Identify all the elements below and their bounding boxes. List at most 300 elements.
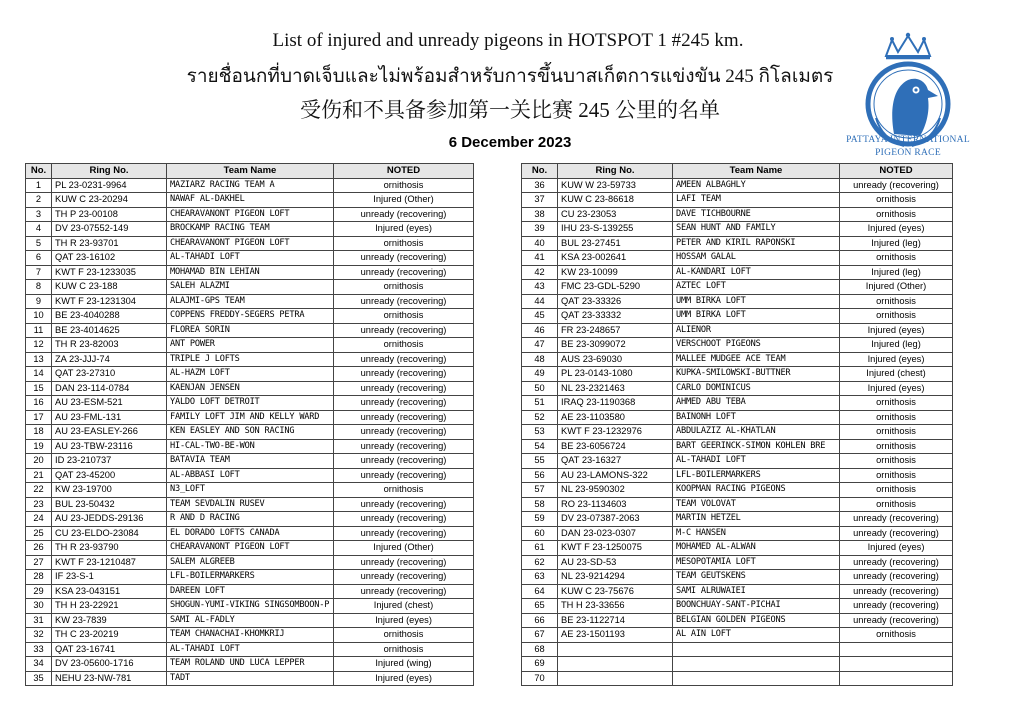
noted-status: Injured (Other) bbox=[840, 280, 953, 295]
table-row bbox=[26, 541, 474, 556]
ring-number: DAN 23-023-0307 bbox=[558, 526, 673, 541]
team-name: AL-TAHADI LOFT bbox=[167, 251, 334, 266]
ring-number: DV 23-07552-149 bbox=[52, 222, 167, 237]
table-row bbox=[26, 613, 474, 628]
table-row bbox=[522, 193, 953, 208]
team-name: N3_LOFT bbox=[167, 483, 334, 498]
noted-status: unready (recovering) bbox=[334, 352, 474, 367]
row-number: 35 bbox=[26, 671, 52, 686]
noted-status: ornithosis bbox=[840, 410, 953, 425]
row-number: 34 bbox=[26, 657, 52, 672]
ring-number: PL 23-0231-9964 bbox=[52, 178, 167, 193]
table-row bbox=[522, 352, 953, 367]
table-row bbox=[26, 425, 474, 440]
noted-status: ornithosis bbox=[840, 454, 953, 469]
table-row bbox=[26, 396, 474, 411]
row-number: 23 bbox=[26, 497, 52, 512]
noted-status: Injured (eyes) bbox=[840, 381, 953, 396]
ring-number: QAT 23-16741 bbox=[52, 642, 167, 657]
table-row bbox=[522, 222, 953, 237]
noted-status: unready (recovering) bbox=[334, 497, 474, 512]
team-name: DAREEN LOFT bbox=[167, 584, 334, 599]
table-row bbox=[522, 642, 953, 657]
row-number: 8 bbox=[26, 280, 52, 295]
noted-status: unready (recovering) bbox=[334, 367, 474, 382]
noted-status: ornithosis bbox=[334, 236, 474, 251]
table-row bbox=[522, 555, 953, 570]
table-row bbox=[26, 381, 474, 396]
row-number: 10 bbox=[26, 309, 52, 324]
table-row bbox=[26, 468, 474, 483]
noted-status: unready (recovering) bbox=[840, 526, 953, 541]
team-name: ANT POWER bbox=[167, 338, 334, 353]
noted-status: ornithosis bbox=[334, 280, 474, 295]
row-number: 6 bbox=[26, 251, 52, 266]
table-row bbox=[522, 410, 953, 425]
row-number: 53 bbox=[522, 425, 558, 440]
team-name: LFL-BOILERMARKERS bbox=[167, 570, 334, 585]
noted-status bbox=[840, 657, 953, 672]
team-name: UMM BIRKA LOFT bbox=[673, 309, 840, 324]
noted-status: unready (recovering) bbox=[334, 265, 474, 280]
row-number: 2 bbox=[26, 193, 52, 208]
row-number: 37 bbox=[522, 193, 558, 208]
table-row bbox=[26, 280, 474, 295]
ring-number: KW 23-7839 bbox=[52, 613, 167, 628]
table-row bbox=[26, 628, 474, 643]
team-name: MALLEE MUDGEE ACE TEAM bbox=[673, 352, 840, 367]
ring-number: AU 23-FML-131 bbox=[52, 410, 167, 425]
table-row bbox=[26, 178, 474, 193]
row-number: 69 bbox=[522, 657, 558, 672]
ring-number: QAT 23-16102 bbox=[52, 251, 167, 266]
row-number: 18 bbox=[26, 425, 52, 440]
team-name: SALEH ALAZMI bbox=[167, 280, 334, 295]
noted-status: unready (recovering) bbox=[334, 570, 474, 585]
row-number: 42 bbox=[522, 265, 558, 280]
team-name: R AND D RACING bbox=[167, 512, 334, 527]
table-row bbox=[522, 454, 953, 469]
team-name bbox=[673, 671, 840, 686]
table-row bbox=[522, 526, 953, 541]
table-row bbox=[26, 526, 474, 541]
table-row bbox=[26, 555, 474, 570]
table-row bbox=[26, 367, 474, 382]
ring-number: BUL 23-50432 bbox=[52, 497, 167, 512]
ring-number: AU 23-ESM-521 bbox=[52, 396, 167, 411]
column-header-ring: Ring No. bbox=[52, 164, 167, 179]
table-row bbox=[26, 236, 474, 251]
table-row bbox=[522, 367, 953, 382]
team-name: DAVE TICHBOURNE bbox=[673, 207, 840, 222]
noted-status: unready (recovering) bbox=[840, 555, 953, 570]
team-name: KOOPMAN RACING PIGEONS bbox=[673, 483, 840, 498]
team-name: BAINONH LOFT bbox=[673, 410, 840, 425]
noted-status: Injured (eyes) bbox=[334, 671, 474, 686]
noted-status: Injured (leg) bbox=[840, 338, 953, 353]
table-row bbox=[26, 512, 474, 527]
ring-number: BUL 23-27451 bbox=[558, 236, 673, 251]
table-row bbox=[522, 381, 953, 396]
team-name: CHEARAVANONT PIGEON LOFT bbox=[167, 207, 334, 222]
column-header-noted: NOTED bbox=[334, 164, 474, 179]
column-header-no: No. bbox=[522, 164, 558, 179]
team-name: SHOGUN-YUMI-VIKING SINGSOMBOON-P bbox=[167, 599, 334, 614]
table-row bbox=[26, 207, 474, 222]
noted-status: unready (recovering) bbox=[334, 410, 474, 425]
table-header-row bbox=[26, 164, 474, 179]
table-row bbox=[26, 265, 474, 280]
team-name: FAMILY LOFT JIM AND KELLY WARD bbox=[167, 410, 334, 425]
row-number: 46 bbox=[522, 323, 558, 338]
ring-number: NL 23-2321463 bbox=[558, 381, 673, 396]
ring-number: BE 23-6056724 bbox=[558, 439, 673, 454]
noted-status: unready (recovering) bbox=[334, 425, 474, 440]
table-row bbox=[522, 338, 953, 353]
team-name: AMEEN ALBAGHLY bbox=[673, 178, 840, 193]
ring-number: TH H 23-33656 bbox=[558, 599, 673, 614]
table-row bbox=[522, 613, 953, 628]
table-row bbox=[522, 207, 953, 222]
noted-status: unready (recovering) bbox=[334, 323, 474, 338]
row-number: 63 bbox=[522, 570, 558, 585]
ring-number: KUW W 23-59733 bbox=[558, 178, 673, 193]
team-name: FLOREA SORIN bbox=[167, 323, 334, 338]
table-row bbox=[522, 236, 953, 251]
noted-status: ornithosis bbox=[840, 439, 953, 454]
noted-status: ornithosis bbox=[334, 628, 474, 643]
ring-number: TH P 23-00108 bbox=[52, 207, 167, 222]
row-number: 22 bbox=[26, 483, 52, 498]
table-row bbox=[26, 584, 474, 599]
noted-status: Injured (eyes) bbox=[334, 613, 474, 628]
row-number: 19 bbox=[26, 439, 52, 454]
column-header-ring: Ring No. bbox=[558, 164, 673, 179]
team-name: AL AIN LOFT bbox=[673, 628, 840, 643]
ring-number: KUW C 23-188 bbox=[52, 280, 167, 295]
row-number: 44 bbox=[522, 294, 558, 309]
noted-status: Injured (eyes) bbox=[840, 541, 953, 556]
row-number: 58 bbox=[522, 497, 558, 512]
row-number: 64 bbox=[522, 584, 558, 599]
team-name: TEAM ROLAND UND LUCA LEPPER bbox=[167, 657, 334, 672]
ring-number: IHU 23-S-139255 bbox=[558, 222, 673, 237]
ring-number: TH R 23-82003 bbox=[52, 338, 167, 353]
ring-number: KUW C 23-20294 bbox=[52, 193, 167, 208]
row-number: 38 bbox=[522, 207, 558, 222]
row-number: 16 bbox=[26, 396, 52, 411]
table-row bbox=[522, 599, 953, 614]
row-number: 50 bbox=[522, 381, 558, 396]
team-name: SAMI ALRUWAIEI bbox=[673, 584, 840, 599]
team-name: MARTIN HETZEL bbox=[673, 512, 840, 527]
team-name: COPPENS FREDDY-SEGERS PETRA bbox=[167, 309, 334, 324]
row-number: 52 bbox=[522, 410, 558, 425]
noted-status: ornithosis bbox=[840, 207, 953, 222]
ring-number: FMC 23-GDL-5290 bbox=[558, 280, 673, 295]
noted-status: Injured (eyes) bbox=[334, 222, 474, 237]
team-name: EL DORADO LOFTS CANADA bbox=[167, 526, 334, 541]
table-row bbox=[522, 280, 953, 295]
noted-status: unready (recovering) bbox=[840, 599, 953, 614]
noted-status: ornithosis bbox=[334, 338, 474, 353]
noted-status: Injured (leg) bbox=[840, 265, 953, 280]
table-row bbox=[522, 425, 953, 440]
table-row bbox=[26, 323, 474, 338]
row-number: 20 bbox=[26, 454, 52, 469]
row-number: 62 bbox=[522, 555, 558, 570]
ring-number: KWT F 23-1210487 bbox=[52, 555, 167, 570]
ring-number bbox=[558, 671, 673, 686]
ring-number: CU 23-23053 bbox=[558, 207, 673, 222]
team-name: UMM BIRKA LOFT bbox=[673, 294, 840, 309]
ring-number: KW 23-10099 bbox=[558, 265, 673, 280]
table-row bbox=[26, 222, 474, 237]
team-name: TRIPLE J LOFTS bbox=[167, 352, 334, 367]
team-name: SALEM ALGREEB bbox=[167, 555, 334, 570]
team-name: LFL-BOILERMARKERS bbox=[673, 468, 840, 483]
row-number: 36 bbox=[522, 178, 558, 193]
ring-number: KSA 23-043151 bbox=[52, 584, 167, 599]
row-number: 65 bbox=[522, 599, 558, 614]
team-name: AHMED ABU TEBA bbox=[673, 396, 840, 411]
team-name: M-C HANSEN bbox=[673, 526, 840, 541]
noted-status: unready (recovering) bbox=[334, 381, 474, 396]
pigeon-table-left bbox=[25, 163, 474, 686]
ring-number: QAT 23-45200 bbox=[52, 468, 167, 483]
team-name: VERSCHOOT PIGEONS bbox=[673, 338, 840, 353]
row-number: 21 bbox=[26, 468, 52, 483]
team-name: SAMI AL-FADLY bbox=[167, 613, 334, 628]
ring-number: BE 23-4040288 bbox=[52, 309, 167, 324]
ring-number: KUW C 23-75676 bbox=[558, 584, 673, 599]
noted-status: ornithosis bbox=[840, 251, 953, 266]
ring-number bbox=[558, 642, 673, 657]
ring-number: PL 23-0143-1080 bbox=[558, 367, 673, 382]
noted-status: ornithosis bbox=[840, 193, 953, 208]
table-row bbox=[522, 396, 953, 411]
ring-number: IRAQ 23-1190368 bbox=[558, 396, 673, 411]
team-name: AL-KANDARI LOFT bbox=[673, 265, 840, 280]
team-name: HOSSAM GALAL bbox=[673, 251, 840, 266]
ring-number: DV 23-07387-2063 bbox=[558, 512, 673, 527]
row-number: 13 bbox=[26, 352, 52, 367]
row-number: 15 bbox=[26, 381, 52, 396]
table-row bbox=[26, 352, 474, 367]
title-thai: รายชื่อนกที่บาดเจ็บและไม่พร้อมสำหรับการขึ้นบาสเก็ตการแข่งขัน 245 กิโลเมตร bbox=[186, 66, 834, 87]
noted-status: ornithosis bbox=[334, 178, 474, 193]
ring-number: AUS 23-69030 bbox=[558, 352, 673, 367]
table-row bbox=[522, 512, 953, 527]
ring-number: QAT 23-16327 bbox=[558, 454, 673, 469]
row-number: 28 bbox=[26, 570, 52, 585]
table-row bbox=[522, 251, 953, 266]
noted-status: ornithosis bbox=[334, 642, 474, 657]
team-name: ALAJMI-GPS TEAM bbox=[167, 294, 334, 309]
team-name: MAZIARZ RACING TEAM A bbox=[167, 178, 334, 193]
table-row bbox=[522, 671, 953, 686]
team-name: CARLO DOMINICUS bbox=[673, 381, 840, 396]
row-number: 27 bbox=[26, 555, 52, 570]
ring-number: NEHU 23-NW-781 bbox=[52, 671, 167, 686]
ring-number: KUW C 23-86618 bbox=[558, 193, 673, 208]
row-number: 47 bbox=[522, 338, 558, 353]
table-row bbox=[522, 439, 953, 454]
noted-status: ornithosis bbox=[840, 396, 953, 411]
noted-status: unready (recovering) bbox=[840, 512, 953, 527]
row-number: 5 bbox=[26, 236, 52, 251]
team-name: CHEARAVANONT PIGEON LOFT bbox=[167, 236, 334, 251]
table-row bbox=[522, 178, 953, 193]
ring-number: KWT F 23-1250075 bbox=[558, 541, 673, 556]
team-name: PETER AND KIRIL RAPONSKI bbox=[673, 236, 840, 251]
ring-number: TH C 23-20219 bbox=[52, 628, 167, 643]
team-name: BOONCHUAY-SANT-PICHAI bbox=[673, 599, 840, 614]
row-number: 61 bbox=[522, 541, 558, 556]
team-name: NAWAF AL-DAKHEL bbox=[167, 193, 334, 208]
noted-status: unready (recovering) bbox=[334, 251, 474, 266]
noted-status: ornithosis bbox=[840, 309, 953, 324]
team-name: BART GEERINCK-SIMON KOHLEN BRE bbox=[673, 439, 840, 454]
ring-number: AU 23-LAMONS-322 bbox=[558, 468, 673, 483]
ring-number: FR 23-248657 bbox=[558, 323, 673, 338]
noted-status: Injured (eyes) bbox=[840, 352, 953, 367]
ring-number: KSA 23-002641 bbox=[558, 251, 673, 266]
noted-status: unready (recovering) bbox=[334, 584, 474, 599]
team-name: ABDULAZIZ AL-KHATLAN bbox=[673, 425, 840, 440]
ring-number: AU 23-TBW-23116 bbox=[52, 439, 167, 454]
row-number: 17 bbox=[26, 410, 52, 425]
ring-number: KWT F 23-1233035 bbox=[52, 265, 167, 280]
ring-number: IF 23-S-1 bbox=[52, 570, 167, 585]
noted-status: ornithosis bbox=[840, 628, 953, 643]
noted-status: ornithosis bbox=[840, 497, 953, 512]
noted-status: Injured (Other) bbox=[334, 541, 474, 556]
ring-number: KWT F 23-1232976 bbox=[558, 425, 673, 440]
row-number: 12 bbox=[26, 338, 52, 353]
ring-number: RO 23-1134603 bbox=[558, 497, 673, 512]
team-name: MOHAMAD BIN LEHIAN bbox=[167, 265, 334, 280]
row-number: 56 bbox=[522, 468, 558, 483]
noted-status: unready (recovering) bbox=[334, 207, 474, 222]
team-name: KUPKA-SMILOWSKI-BUTTNER bbox=[673, 367, 840, 382]
noted-status: Injured (chest) bbox=[334, 599, 474, 614]
ring-number: TH R 23-93701 bbox=[52, 236, 167, 251]
title-english: List of injured and unready pigeons in HOTSPOT 1 #245 km. bbox=[272, 30, 744, 51]
team-name: AL-ABBASI LOFT bbox=[167, 468, 334, 483]
noted-status: unready (recovering) bbox=[334, 468, 474, 483]
ring-number: TH R 23-93790 bbox=[52, 541, 167, 556]
table-row bbox=[26, 410, 474, 425]
noted-status: Injured (leg) bbox=[840, 236, 953, 251]
table-row bbox=[26, 193, 474, 208]
team-name: LAFI TEAM bbox=[673, 193, 840, 208]
row-number: 9 bbox=[26, 294, 52, 309]
row-number: 3 bbox=[26, 207, 52, 222]
noted-status: unready (recovering) bbox=[334, 294, 474, 309]
row-number: 51 bbox=[522, 396, 558, 411]
ring-number: KWT F 23-1231304 bbox=[52, 294, 167, 309]
ring-number bbox=[558, 657, 673, 672]
team-name: TEAM VOLOVAT bbox=[673, 497, 840, 512]
row-number: 59 bbox=[522, 512, 558, 527]
team-name: MESOPOTAMIA LOFT bbox=[673, 555, 840, 570]
team-name: TEAM CHANACHAI-KHOMKRIJ bbox=[167, 628, 334, 643]
ring-number: CU 23-ELDO-23084 bbox=[52, 526, 167, 541]
noted-status: Injured (eyes) bbox=[840, 222, 953, 237]
table-row bbox=[522, 628, 953, 643]
row-number: 1 bbox=[26, 178, 52, 193]
row-number: 48 bbox=[522, 352, 558, 367]
noted-status: unready (recovering) bbox=[840, 570, 953, 585]
table-row bbox=[522, 570, 953, 585]
table-row bbox=[26, 338, 474, 353]
table-row bbox=[522, 265, 953, 280]
table-row bbox=[26, 294, 474, 309]
team-name: YALDO LOFT DETROIT bbox=[167, 396, 334, 411]
team-name: MOHAMED AL-ALWAN bbox=[673, 541, 840, 556]
row-number: 40 bbox=[522, 236, 558, 251]
row-number: 54 bbox=[522, 439, 558, 454]
table-row bbox=[522, 657, 953, 672]
noted-status: Injured (eyes) bbox=[840, 323, 953, 338]
logo-text-line2: PIGEON RACE bbox=[875, 148, 941, 158]
noted-status bbox=[840, 671, 953, 686]
table-row bbox=[522, 483, 953, 498]
noted-status: Injured (chest) bbox=[840, 367, 953, 382]
ring-number: AE 23-1103580 bbox=[558, 410, 673, 425]
team-name: KAENJAN JENSEN bbox=[167, 381, 334, 396]
ring-number: AU 23-SD-53 bbox=[558, 555, 673, 570]
table-row bbox=[26, 439, 474, 454]
pigeon-table-right bbox=[521, 163, 953, 686]
noted-status: Injured (Other) bbox=[334, 193, 474, 208]
ring-number: QAT 23-27310 bbox=[52, 367, 167, 382]
team-name: AL-TAHADI LOFT bbox=[673, 454, 840, 469]
row-number: 33 bbox=[26, 642, 52, 657]
row-number: 32 bbox=[26, 628, 52, 643]
table-row bbox=[26, 599, 474, 614]
row-number: 45 bbox=[522, 309, 558, 324]
row-number: 55 bbox=[522, 454, 558, 469]
ring-number: AU 23-EASLEY-266 bbox=[52, 425, 167, 440]
table-row bbox=[26, 309, 474, 324]
noted-status: unready (recovering) bbox=[840, 613, 953, 628]
ring-number: TH H 23-22921 bbox=[52, 599, 167, 614]
ring-number: BE 23-1122714 bbox=[558, 613, 673, 628]
team-name: BATAVIA TEAM bbox=[167, 454, 334, 469]
team-name: SEAN HUNT AND FAMILY bbox=[673, 222, 840, 237]
table-row bbox=[26, 642, 474, 657]
noted-status: ornithosis bbox=[840, 468, 953, 483]
row-number: 39 bbox=[522, 222, 558, 237]
team-name: BROCKAMP RACING TEAM bbox=[167, 222, 334, 237]
noted-status: unready (recovering) bbox=[334, 439, 474, 454]
ring-number: AE 23-1501193 bbox=[558, 628, 673, 643]
row-number: 25 bbox=[26, 526, 52, 541]
team-name: CHEARAVANONT PIGEON LOFT bbox=[167, 541, 334, 556]
table-header-row bbox=[522, 164, 953, 179]
ring-number: BE 23-4014625 bbox=[52, 323, 167, 338]
table-row bbox=[522, 541, 953, 556]
row-number: 11 bbox=[26, 323, 52, 338]
ring-number: ID 23-210737 bbox=[52, 454, 167, 469]
table-row bbox=[522, 294, 953, 309]
team-name: TEAM SEVDALIN RUSEV bbox=[167, 497, 334, 512]
ring-number: QAT 23-33326 bbox=[558, 294, 673, 309]
row-number: 43 bbox=[522, 280, 558, 295]
row-number: 70 bbox=[522, 671, 558, 686]
